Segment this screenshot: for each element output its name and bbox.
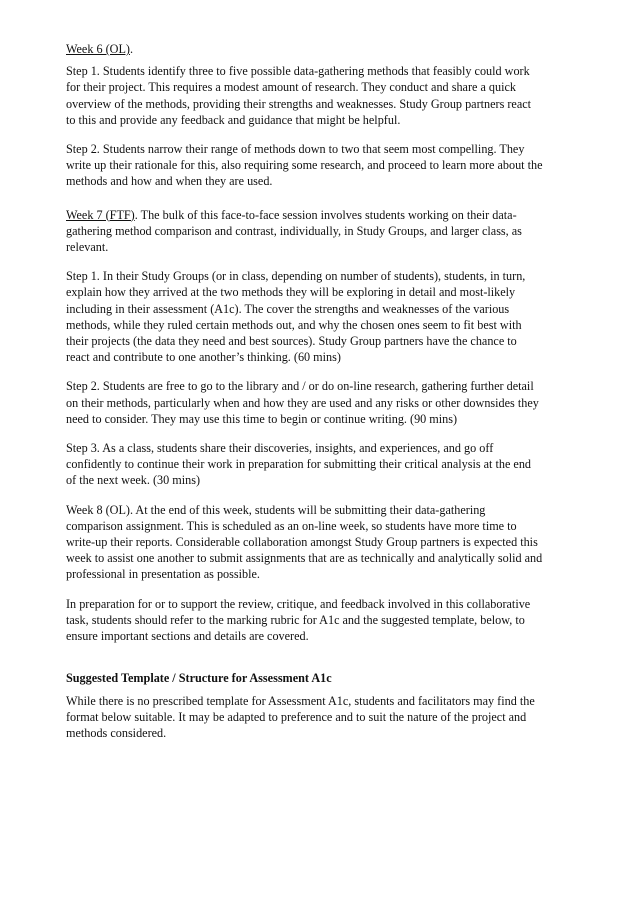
week7-step3: Step 3. As a class, students share their discoveries, insights, and experiences, and go off confidently to continue their work in preparation for submitting their critical analysis at the end of the next week. (30 mins) bbox=[66, 441, 532, 488]
week7-intro-paragraph bbox=[66, 207, 580, 256]
template-text: While there is no prescribed template for Assessment A1c, students and facilitators may find the format below suitable. It may be adapted to preference and to suit the nature of the project and methods considered. bbox=[66, 693, 535, 740]
document-page bbox=[66, 41, 580, 754]
week8-preparation: In preparation for or to support the review, critique, and feedback involved in this collaborative task, students should refer to the marking rubric for A1c and the suggested template, below, to ensure important sections and details are covered. bbox=[66, 596, 531, 644]
week8-paragraph: Week 8 (OL). At the end of this week, students will be submitting their data-gathering comparison assignment. This is scheduled as an on-line week, so students have more time to write-up their reports. Considerable collaboration amongst Study Group partners is expected this week to assist one another to submit assignments that are as technically and analytically solid and professional in presentation as possible. bbox=[66, 502, 543, 582]
template-heading: Suggested Template / Structure for Assessment A1c bbox=[66, 671, 332, 686]
week6-heading: Week 6 (OL) bbox=[66, 42, 130, 56]
week7-step1: Step 1. In their Study Groups (or in class, depending on number of students), students, in turn, explain how they arrived at the two methods they will be exploring in detail and most-likely including in their assessment (A1c). The cover the strengths and weaknesses of the various methods, while they ruled certain methods out, and why the chosen ones seem to fit best with their projects (the data they need and best sources). Study Group partners have the chance to react and contribute to one another’s thinking. (60 mins) bbox=[66, 269, 526, 365]
week7-step2: Step 2. Students are free to go to the library and / or do on-line research, gathering further detail on their methods, particularly when and how they are used and any risks or other downsides they need to consider. They may use this time to begin or continue writing. (90 mins) bbox=[66, 379, 539, 426]
week6-heading-paragraph bbox=[66, 41, 580, 57]
week6-heading-suffix: . bbox=[130, 42, 134, 56]
week7-intro: . The bulk of this face-to-face session involves students working on their data- gathering method comparison and contrast, individually, in Study Groups, and larger class, as relevant. bbox=[66, 207, 522, 255]
week6-step2: Step 2. Students narrow their range of methods down to two that seem most compelling. They write up their rationale for this, also requiring some research, and proceed to learn more about the methods and how and when they are used. bbox=[66, 142, 543, 189]
week7-heading: Week 7 (FTF) bbox=[66, 207, 135, 222]
week6-step1: Step 1. Students identify three to five possible data-gathering methods that feasibly could work for their project. This requires a modest amount of research. They conduct and share a quick overview of the methods, providing their strengths and weaknesses. Study Group partners react to this and provide any feedback and guidance that might be helpful. bbox=[66, 64, 532, 127]
